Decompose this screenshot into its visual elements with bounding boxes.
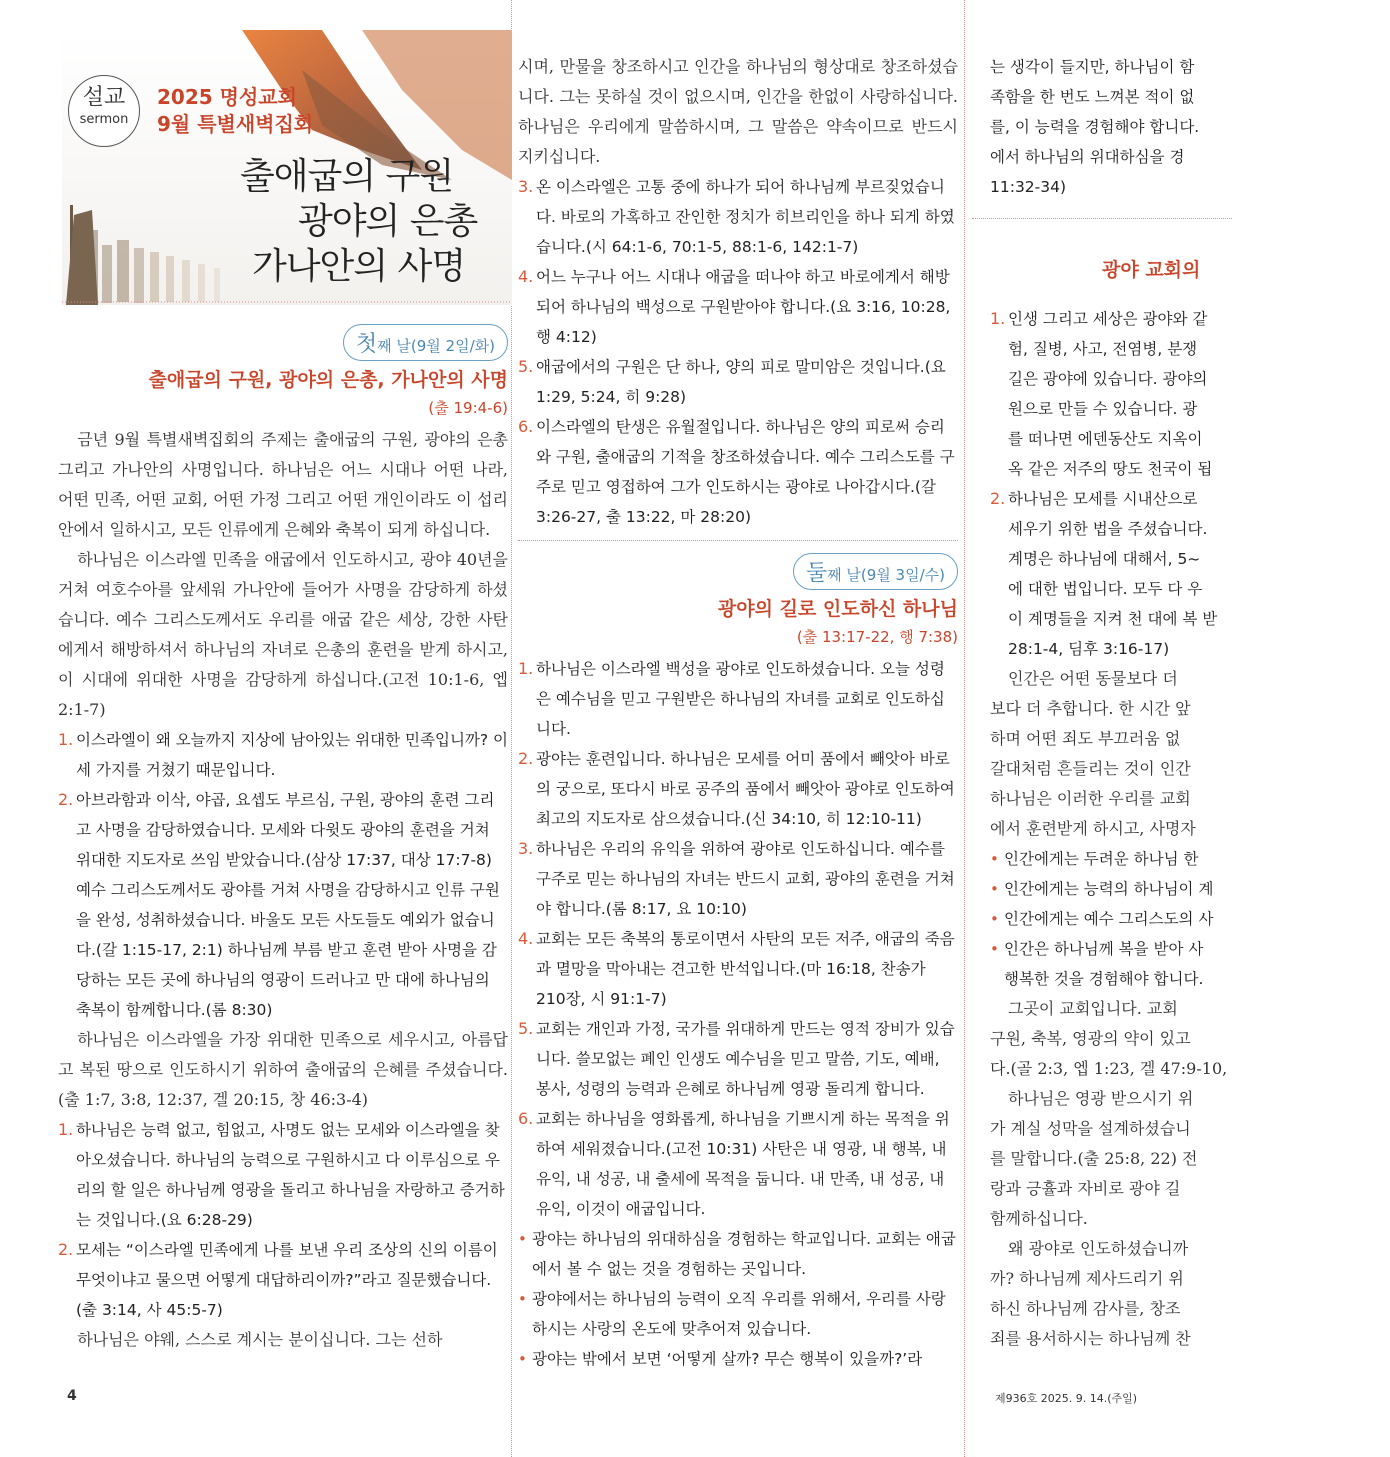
list-text: 온 이스라엘은 고통 중에 하나가 되어 하나님께 부르짖었습니다. 바로의 가혹하고 잔인한 정치가 히브리인을 하나 되게 하였습니다.(시 64:1-6, 70:1-5, 88:1-6, 142:1-7) <box>536 178 955 256</box>
list-item <box>518 1014 958 1104</box>
list-text: 애굽에서의 구원은 단 하나, 양의 피로 말미암은 것입니다.(요 1:29, 5:24, 히 9:28) <box>536 358 946 406</box>
list-text: 교회는 개인과 가정, 국가를 위대하게 만드는 영적 장비가 있습니다. 쓸모없는 폐인 인생도 예수님을 믿고 말씀, 기도, 예배, 봉사, 성령의 능력과 은혜로 하나님께 영광 돌리게 합니다. <box>536 1020 955 1098</box>
list-text: 하나님은 이스라엘 백성을 광야로 인도하셨습니다. 오늘 성령은 예수님을 믿고 구원받은 하나님의 자녀를 교회로 인도하십니다. <box>536 660 945 738</box>
bullet-item <box>990 874 1390 904</box>
list-number: 3. <box>518 177 534 196</box>
col2-continued-para: 시며, 만물을 창조하시고 인간을 하나님의 형상대로 창조하셨습니다. 그는 못하실 것이 없으시며, 인간을 한없이 사랑하십니다. 하나님은 우리에게 말씀하시며, 그 말씀은 약속이므로 반드시 지키십니다. <box>518 57 958 166</box>
text-line: 세우기 위한 법을 주셨습니다. <box>1008 520 1208 538</box>
day2-badge-date: (9월 3일/수) <box>860 566 945 584</box>
list-number: 4. <box>518 929 534 948</box>
bullet-dot: • <box>990 910 999 928</box>
list-text: 교회는 모든 축복의 통로이면서 사탄의 모든 저주, 애굽의 죽음과 멸망을 막아내는 견고한 반석입니다.(마 16:18, 찬송가 210장, 시 91:1-7) <box>536 930 955 1008</box>
text-line: 계명은 하나님에 대해서, 5~ <box>1008 550 1201 568</box>
list-number: 6. <box>518 1109 534 1128</box>
bullet-text <box>1004 934 1390 994</box>
list-number: 2. <box>58 790 74 809</box>
column-3 <box>972 0 1228 1457</box>
list-text: 광야는 훈련입니다. 하나님은 모세를 어미 품에서 빼앗아 바로의 궁으로, 또다시 바로 공주의 품에서 빼앗아 광야로 인도하여 최고의 지도자로 삼으셨습니다.(신 34:10, 히 12:10-11) <box>536 750 955 828</box>
text-line: 인간은 하나님께 복을 받아 사 <box>1004 940 1204 958</box>
bullet-item <box>518 1224 958 1284</box>
bullet-item <box>990 934 1390 994</box>
list-number: 3. <box>518 839 534 858</box>
day1-list2 <box>58 1115 508 1325</box>
list-item <box>518 352 958 412</box>
text-line: 하신 하나님께 감사를, 창조 <box>990 1299 1181 1318</box>
day2-badge-wrap <box>518 553 958 590</box>
event-title <box>157 84 313 138</box>
text-line: 가 계실 성막을 설계하셨습니 <box>990 1119 1191 1138</box>
logo-korean: 설교 <box>82 85 126 110</box>
main-title-line2: 광야의 은총 <box>298 201 478 242</box>
day1-title: 출애굽의 구원, 광야의 은총, 가나안의 사명 <box>148 369 508 391</box>
col3-top-para <box>990 52 1390 202</box>
text-line: 를, 이 능력을 경험해야 합니다. <box>990 118 1200 136</box>
list-number: 5. <box>518 1019 534 1038</box>
text-line: 에서 하나님의 위대하심을 경 <box>990 148 1185 166</box>
bullet-text: 인간에게는 예수 그리스도의 사 <box>1004 910 1214 928</box>
column-divider-2 <box>964 0 965 1457</box>
text-line: 는 생각이 들지만, 하나님이 함 <box>990 58 1195 76</box>
day1-list1 <box>58 725 508 1025</box>
text-line: 28:1-4, 딤후 3:16-17) <box>1008 640 1170 658</box>
list-number: 1. <box>58 730 74 749</box>
day2-badge-small: 째 날 <box>827 566 861 584</box>
bullet-item <box>518 1284 958 1344</box>
page-number: 4 <box>67 1388 77 1404</box>
list-item <box>518 834 958 924</box>
text-line: 를 말합니다.(출 25:8, 22) 전 <box>990 1149 1198 1168</box>
day1-para4: 하나님은 야웨, 스스로 계시는 분이십니다. 그는 선하 <box>77 1330 443 1349</box>
bullet-dot: • <box>990 940 999 958</box>
col2-list <box>518 172 958 532</box>
list-text: 하나님은 능력 없고, 힘없고, 사명도 없는 모세와 이스라엘을 찾아오셨습니다. 하나님의 능력으로 구원하시고 다 이루심으로 우리의 할 일은 하나님께 영광을 돌리고 하나님을 자랑하고 증거하는 것입니다.(요 6:28-29) <box>76 1121 505 1229</box>
col3-list <box>990 304 1390 664</box>
text-line: 를 떠나면 에덴동산도 지옥이 <box>1008 430 1203 448</box>
col3-content <box>990 52 1390 1354</box>
list-item <box>518 744 958 834</box>
col3-bullets <box>990 844 1390 994</box>
text-line: 함께하십니다. <box>990 1209 1088 1228</box>
bullet-item <box>990 844 1390 874</box>
text-line: 보다 더 추합니다. 한 시간 앞 <box>990 699 1191 718</box>
list-item <box>990 304 1390 484</box>
list-number: 4. <box>518 267 534 286</box>
list-number: 5. <box>518 357 534 376</box>
day1-badge-wrap <box>58 324 508 361</box>
bullet-text: 인간에게는 능력의 하나님이 계 <box>1004 880 1214 898</box>
list-number: 6. <box>518 417 534 436</box>
text-line: 갈대처럼 흔들리는 것이 인간 <box>990 759 1191 778</box>
text-line: 옥 같은 저주의 땅도 천국이 됩 <box>1008 460 1213 478</box>
text-line: 에 대한 법입니다. 모두 다 우 <box>1008 580 1203 598</box>
day1-para1: 금년 9월 특별새벽집회의 주제는 출애굽의 구원, 광야의 은총 그리고 가나안의 사명입니다. 하나님은 어느 시대나 어떤 나라, 어떤 민족, 어떤 교회, 어떤 가정 그리고 어떤 개인이라도 이 섭리 안에서 일하시고, 모든 인류에게 은혜와 축복이 되게 하십니다. <box>58 430 508 539</box>
text-line: 인간은 어떤 동물보다 더 <box>1008 669 1178 688</box>
col3-para2 <box>990 994 1390 1084</box>
bullet-item <box>518 1344 958 1374</box>
text-line: 이 계명들을 지켜 천 대에 복 받 <box>1008 610 1218 628</box>
text-line: 죄를 용서하시는 하나님께 찬 <box>990 1329 1191 1348</box>
text-line: 왜 광야로 인도하셨습니까 <box>1008 1239 1189 1258</box>
day1-para2: 하나님은 이스라엘 민족을 애굽에서 인도하시고, 광야 40년을 거쳐 여호수아를 앞세워 가나안에 들어가 사명을 감당하게 하셨습니다. 예수 그리스도께서도 우리를 애굽 같은 세상, 강한 사탄에게서 해방하셔서 하나님의 자녀로 은총의 훈련을 받게 하시고, 이 시대에 위대한 사명을 감당하게 하십니다.(고전 10:1-6, 엡 2:1-7) <box>58 550 508 719</box>
day2-title: 광야의 길로 인도하신 하나님 <box>717 598 958 620</box>
text-line: 하나님은 이러한 우리를 교회 <box>990 789 1191 808</box>
text-line: 족함을 한 번도 느껴본 적이 없 <box>990 88 1195 106</box>
bullet-text: 광야는 밖에서 보면 ‘어떻게 살까? 무슨 행복이 있을까?’라 <box>532 1350 923 1368</box>
list-item <box>58 1115 508 1235</box>
list-text: 교회는 하나님을 영화롭게, 하나님을 기쁘시게 하는 목적을 위하여 세워졌습니다.(고전 10:31) 사탄은 내 영광, 내 행복, 내 유익, 내 성공, 내 출세에 목적을 둡니다. 내 만족, 내 성공, 내 유익, 이것이 애굽입니다. <box>536 1110 950 1218</box>
bullet-text: 광야에서는 하나님의 능력이 오직 우리를 위해서, 우리를 사랑하시는 사랑의 온도에 맞추어져 있습니다. <box>532 1290 946 1338</box>
list-number: 1. <box>58 1120 74 1139</box>
day1-badge-big: 첫 <box>355 332 378 357</box>
event-title-line2: 9월 특별새벽집회 <box>157 112 314 136</box>
col3-heading: 광야 교회의 <box>1102 259 1201 281</box>
issue-info: 제936호 2025. 9. 14.(주일) <box>995 1392 1138 1405</box>
list-item <box>58 725 508 785</box>
bullet-dot: • <box>990 850 999 868</box>
list-text: 모세는 “이스라엘 민족에게 나를 보낸 우리 조상의 신의 이름이 무엇이냐고 물으면 어떻게 대답하리이까?”라고 질문했습니다.(출 3:14, 사 45:5-7) <box>76 1241 498 1319</box>
list-item <box>58 1235 508 1325</box>
text-line: 험, 질병, 사고, 전염병, 분쟁 <box>1008 340 1198 358</box>
list-text: 이스라엘이 왜 오늘까지 지상에 남아있는 위대한 민족입니까? 이 세 가지를 거쳤기 때문입니다. <box>76 731 509 779</box>
sermon-logo <box>68 75 140 147</box>
text-line: 구원, 축복, 영광의 약이 있고 <box>990 1029 1191 1048</box>
bullet-dot: • <box>518 1350 527 1368</box>
main-title-line1: 출애굽의 구원 <box>240 156 454 197</box>
bullet-dot: • <box>518 1230 527 1248</box>
day1-badge-date: (9월 2일/화) <box>410 337 495 355</box>
col3-para4 <box>990 1234 1390 1354</box>
list-item <box>58 785 508 1025</box>
text-line: 하나님은 모세를 시내산으로 <box>1008 490 1198 508</box>
col3-para3 <box>990 1084 1390 1234</box>
text-line: 랑과 긍휼과 자비로 광야 길 <box>990 1179 1181 1198</box>
list-item <box>518 1104 958 1224</box>
day2-badge <box>793 553 958 590</box>
list-item <box>518 924 958 1014</box>
list-text <box>1008 304 1390 484</box>
text-line: 하나님은 영광 받으시기 위 <box>1008 1089 1194 1108</box>
text-line: 원으로 만들 수 있습니다. 광 <box>1008 400 1198 418</box>
text-line: 그곳이 교회입니다. 교회 <box>1008 999 1178 1018</box>
list-number: 2. <box>518 749 534 768</box>
text-line: 다.(골 2:3, 엡 1:23, 겔 47:9-10, <box>990 1059 1228 1078</box>
list-text: 어느 누구나 어느 시대나 애굽을 떠나야 하고 바로에게서 해방되어 하나님의 백성으로 구원받아야 합니다.(요 3:16, 10:28, 행 4:12) <box>536 268 951 346</box>
list-text <box>1008 484 1390 664</box>
list-item <box>990 484 1390 664</box>
list-number: 1. <box>518 659 534 678</box>
day1-ref: (출 19:4-6) <box>428 399 508 417</box>
day1-badge-small: 째 날 <box>377 337 411 355</box>
list-text: 이스라엘의 탄생은 유월절입니다. 하나님은 양의 피로써 승리와 구원, 출애굽의 기적을 창조하셨습니다. 예수 그리스도를 구주로 믿고 영접하여 그가 인도하시는 광야로 나아갑시다.(갈 3:26-27, 출 13:22, 마 28:20) <box>536 418 955 526</box>
list-item <box>518 654 958 744</box>
text-line: 하며 어떤 죄도 부끄러움 없 <box>990 729 1181 748</box>
column-1 <box>58 318 508 1355</box>
section-divider <box>518 540 958 541</box>
list-text: 아브라함과 이삭, 야곱, 요셉도 부르심, 구원, 광야의 훈련 그리고 사명을 감당하였습니다. 모세와 다윗도 광야의 훈련을 거쳐 위대한 지도자로 쓰임 받았습니다.(삼상 17:37, 대상 17:7-8) 예수 그리스도께서도 광야를 거쳐 사명을 감당하시고 인류 구원을 완성, 성취하셨습니다. 바울도 모든 사도들도 예외가 없습니다.(갈 1:15-17, 2:1) 하나님께 부름 받고 훈련 받아 사명을 감당하는 모든 곳에 하나님의 영광이 드러나고 만 대에 하나님의 축복이 함께합니다.(롬 8:30) <box>76 791 500 1019</box>
column-2 <box>518 52 958 1374</box>
bullet-item <box>990 904 1390 934</box>
bullet-text: 인간에게는 두려운 하나님 한 <box>1004 850 1199 868</box>
day2-badge-big: 둘 <box>805 561 828 586</box>
list-text: 하나님은 우리의 유익을 위하여 광야로 인도하십니다. 예수를 구주로 믿는 하나님의 자녀는 반드시 교회, 광야의 훈련을 거쳐야 합니다.(롬 8:17, 요 10:10) <box>536 840 955 918</box>
text-line: 에서 훈련받게 하시고, 사명자 <box>990 819 1196 838</box>
day2-list <box>518 654 958 1374</box>
day1-para3: 하나님은 이스라엘을 가장 위대한 민족으로 세우시고, 아름답고 복된 땅으로 인도하시기 위하여 출애굽의 은혜를 주셨습니다.(출 1:7, 3:8, 12:37, 겔 20:15, 창 46:3-4) <box>58 1030 508 1109</box>
list-number: 2. <box>990 489 1006 508</box>
bullet-dot: • <box>518 1290 527 1308</box>
text-line: 인생 그리고 세상은 광야와 같 <box>1008 310 1208 328</box>
list-number: 2. <box>58 1240 74 1259</box>
text-line: 행복한 것을 경험해야 합니다. <box>1004 970 1204 988</box>
section-divider <box>972 218 1232 219</box>
col3-para1 <box>990 664 1390 844</box>
main-title-line3: 가나안의 사명 <box>252 246 466 287</box>
logo-english: sermon <box>79 112 129 127</box>
text-line: 길은 광야에 있습니다. 광야의 <box>1008 370 1208 388</box>
list-item <box>518 172 958 262</box>
list-item <box>518 412 958 532</box>
day2-ref: (출 13:17-22, 행 7:38) <box>796 628 958 646</box>
list-number: 1. <box>990 309 1006 328</box>
day1-badge <box>343 324 508 361</box>
text-line: 까? 하나님께 제사드리기 위 <box>990 1269 1184 1288</box>
bullet-text: 광야는 하나님의 위대하심을 경험하는 학교입니다. 교회는 애굽에서 볼 수 없는 것을 경험하는 곳입니다. <box>532 1230 956 1278</box>
text-line: 11:32-34) <box>990 178 1067 196</box>
event-title-line1: 2025 명성교회 <box>157 85 297 109</box>
list-item <box>518 262 958 352</box>
bullet-dot: • <box>990 880 999 898</box>
